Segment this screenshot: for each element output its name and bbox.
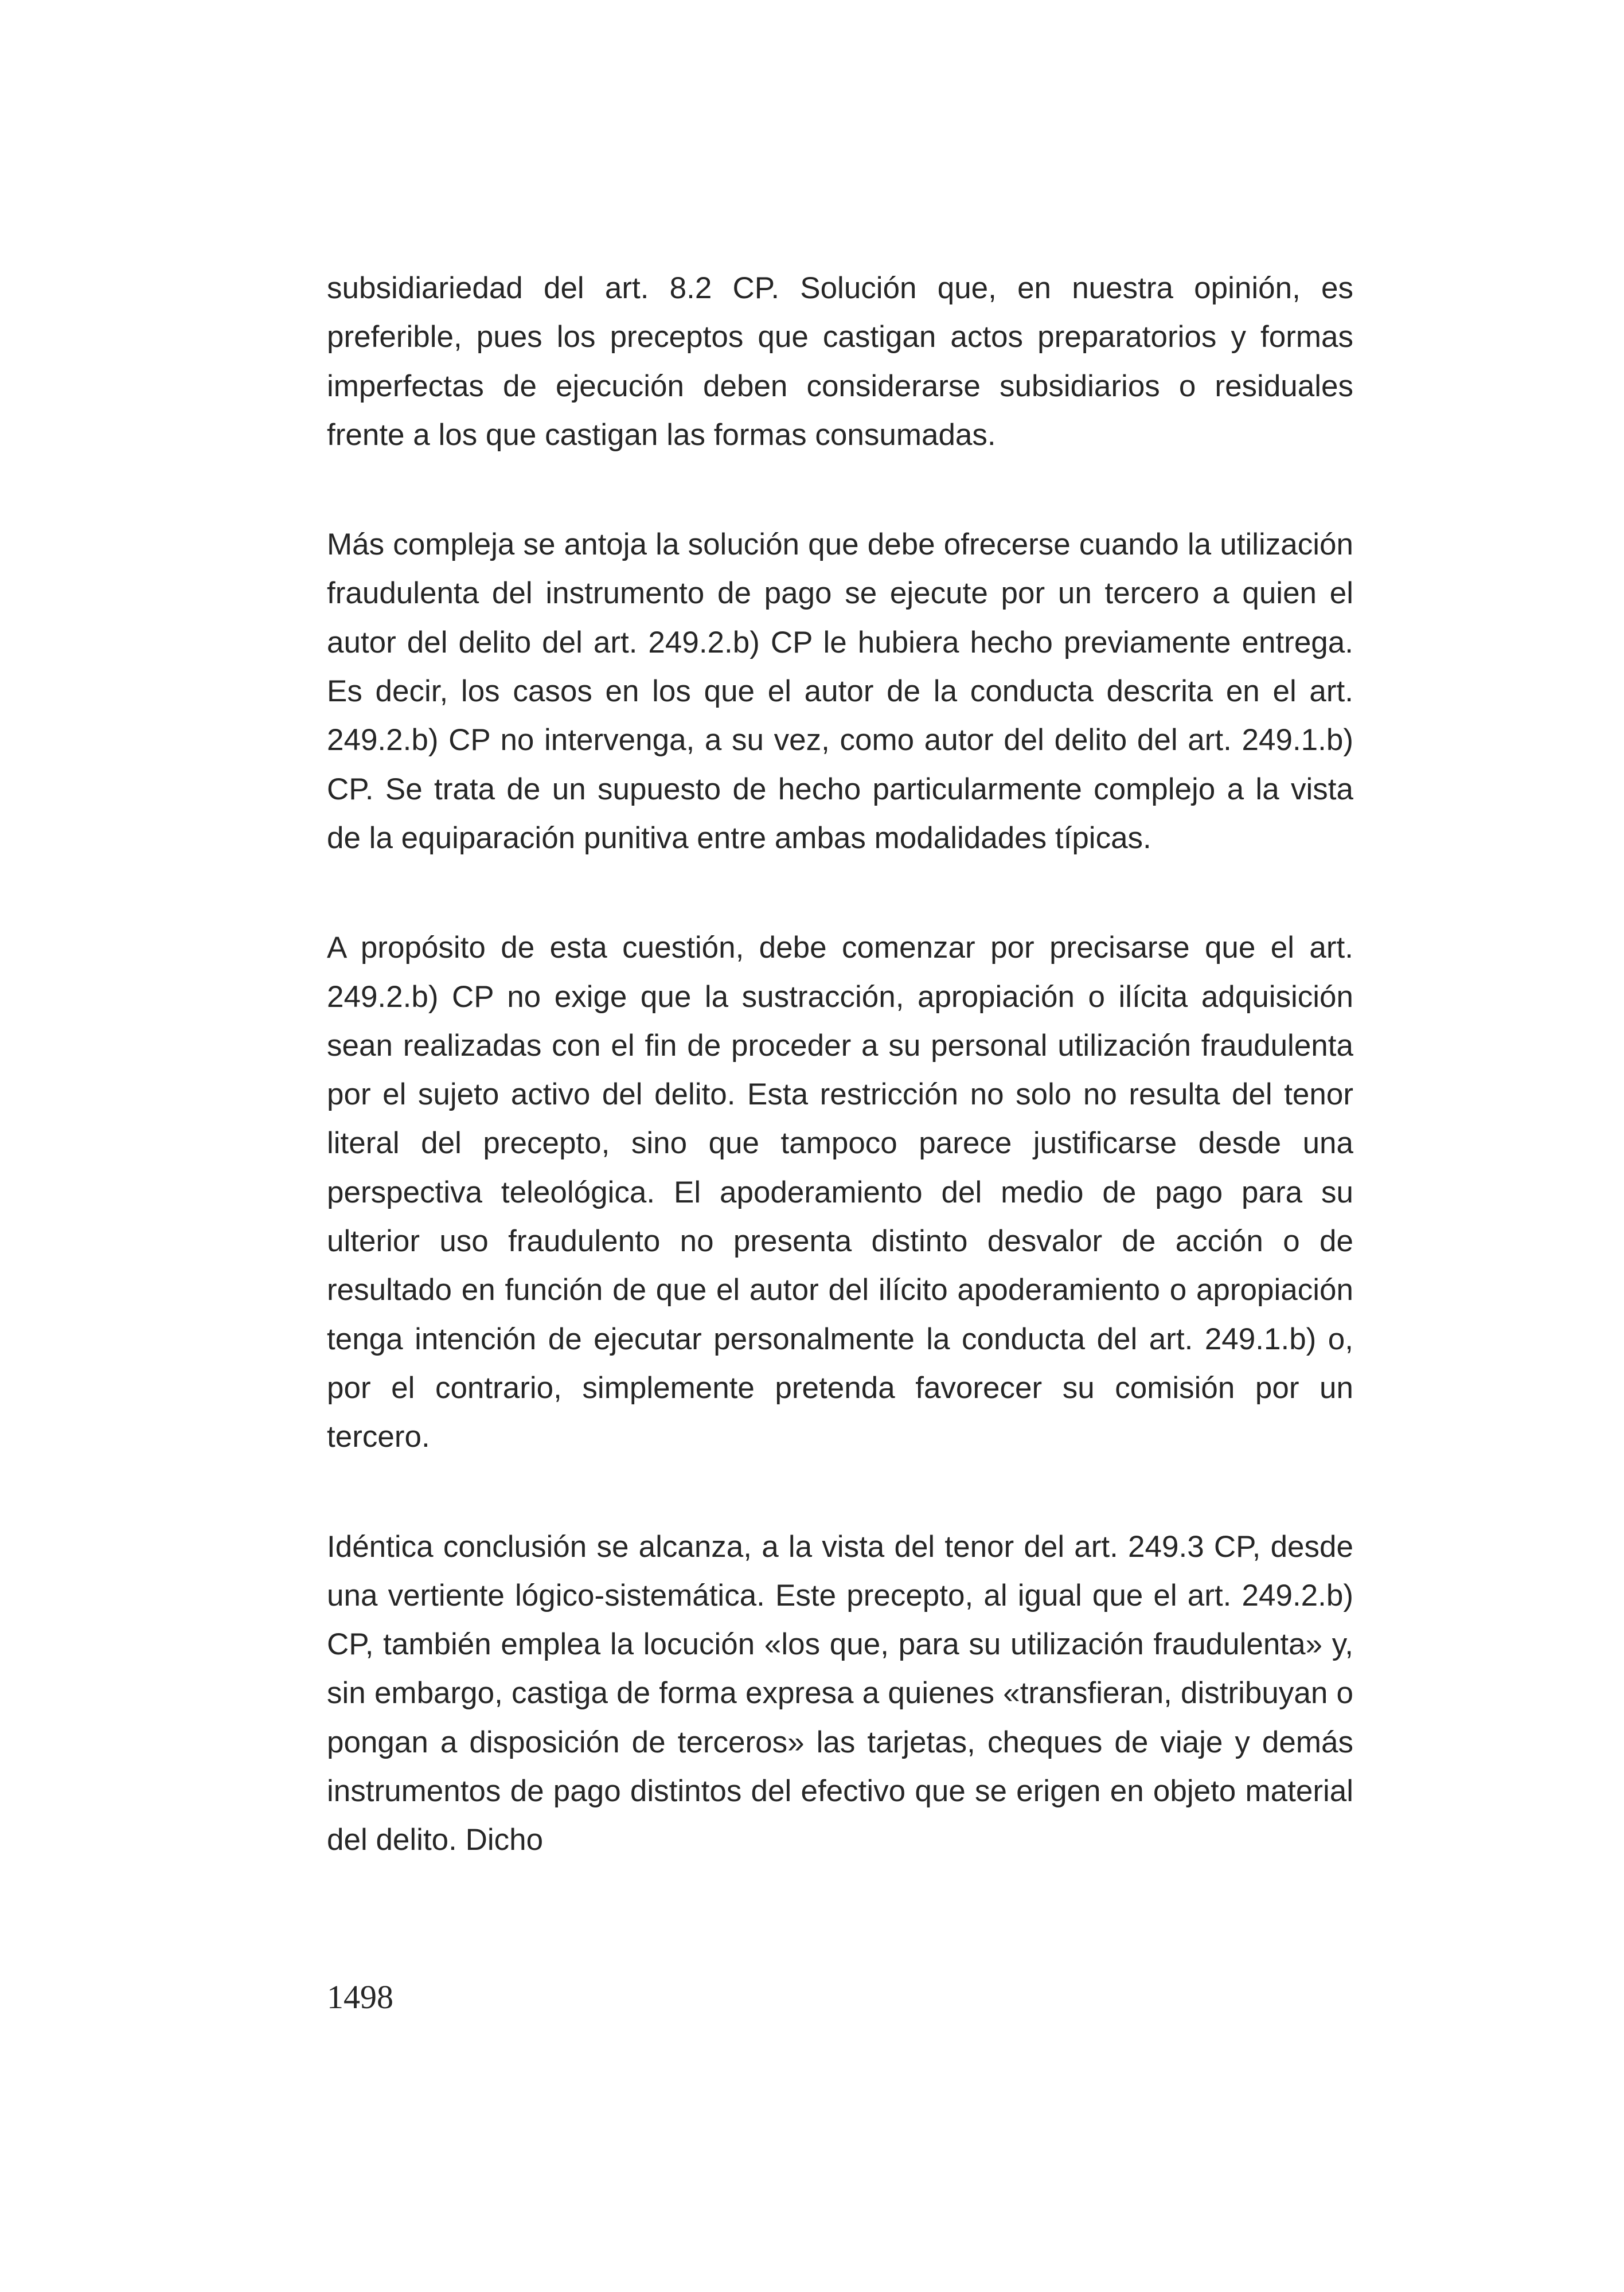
- body-text: [327, 264, 1353, 1865]
- page-number: 1498: [327, 1978, 393, 2016]
- paragraph-1: subsidiariedad del art. 8.2 CP. Solución que, en nuestra opinión, es preferible, pues los preceptos que castigan actos preparatorios y formas imperfectas de ejecución deben considerarse subsidiarios o residuales frente a los que castigan las formas consumadas.: [327, 271, 1353, 452]
- paragraph-4: Idéntica conclusión se alcanza, a la vista del tenor del art. 249.3 CP, desde una vertiente lógico-sistemática. Este precepto, al igual que el art. 249.2.b) CP, también emplea la locución «los que, para su utilización fraudulenta» y, sin embargo, castiga de forma expresa a quienes «transfieran, distribuyan o pongan a disposición de terceros» las tarjetas, cheques de viaje y demás instrumentos de pago distintos del efectivo que se erigen en objeto material del delito. Dicho: [327, 1529, 1353, 1857]
- paragraph-2: Más compleja se antoja la solución que debe ofrecerse cuando la utilización fraudulenta del instrumento de pago se ejecute por un tercero a quien el autor del delito del art. 249.2.b) CP le hubiera hecho previamente entrega. Es decir, los casos en los que el autor de la conducta descrita en el art. 249.2.b) CP no intervenga, a su vez, como autor del delito del art. 249.1.b) CP. Se trata de un supuesto de hecho particularmente complejo a la vista de la equiparación punitiva entre ambas modalidades típicas.: [327, 528, 1353, 855]
- paragraph-3: A propósito de esta cuestión, debe comenzar por precisarse que el art. 249.2.b) CP no exige que la sustracción, apropiación o ilícita adquisición sean realizadas con el fin de proceder a su personal utilización fraudulenta por el sujeto activo del delito. Esta restricción no solo no resulta del tenor literal del precepto, sino que tampoco parece justificarse desde una perspectiva teleológica. El apoderamiento del medio de pago para su ulterior uso fraudulento no presenta distinto desvalor de acción o de resultado en función de que el autor del ilícito apoderamiento o apropiación tenga intención de ejecutar personalmente la conducta del art. 249.1.b) o, por el contrario, simplemente pretenda favorecer su comisión por un tercero.: [327, 931, 1353, 1454]
